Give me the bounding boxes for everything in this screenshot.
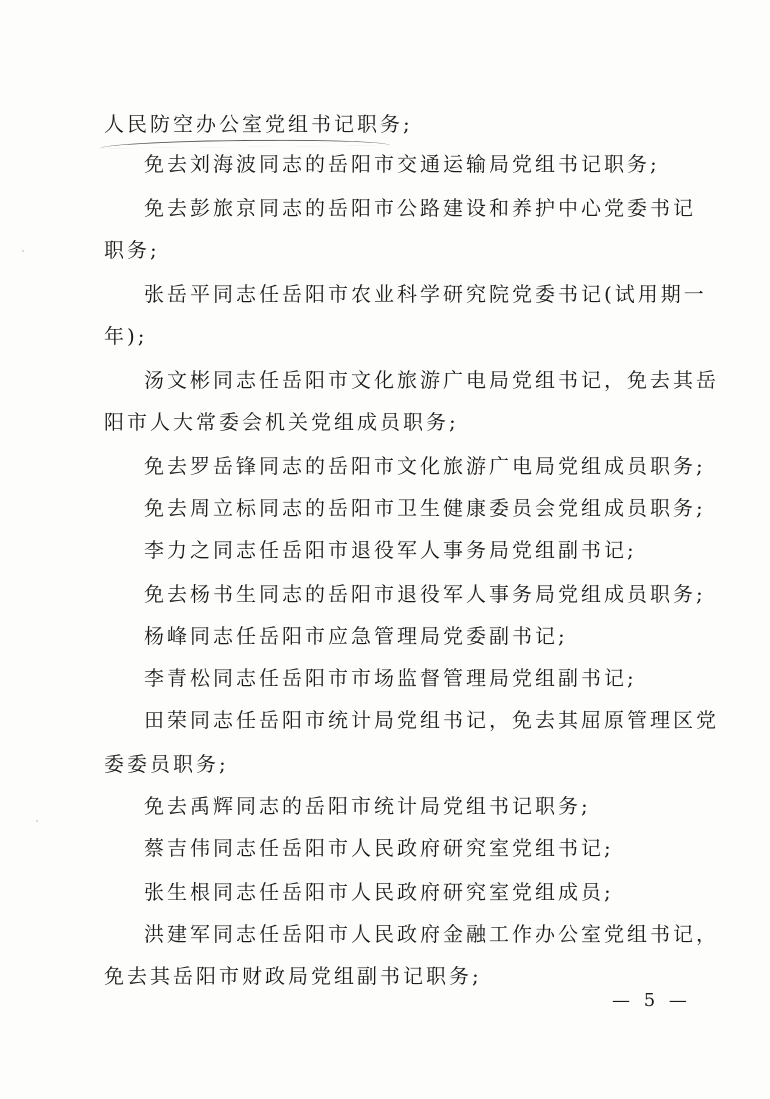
text-line: 洪建军同志任岳阳市人民政府金融工作办公室党组书记， bbox=[144, 922, 719, 946]
text-line: 蔡吉伟同志任岳阳市人民政府研究室党组书记; bbox=[144, 836, 614, 860]
scan-speck bbox=[22, 250, 24, 252]
text-line: 年); bbox=[104, 324, 148, 348]
text-line: 张生根同志任岳阳市人民政府研究室党组成员; bbox=[144, 880, 614, 904]
text-line: 杨峰同志任岳阳市应急管理局党委副书记; bbox=[144, 624, 568, 648]
text-line: 免去彭旅京同志的岳阳市公路建设和养护中心党委书记 bbox=[144, 196, 696, 220]
text-line: 免去杨书生同志的岳阳市退役军人事务局党组成员职务; bbox=[144, 582, 706, 606]
text-line: 免去禹辉同志的岳阳市统计局党组书记职务; bbox=[144, 794, 591, 818]
text-line: 职务; bbox=[104, 238, 160, 262]
text-line: 阳市人大常委会机关党组成员职务; bbox=[104, 410, 459, 434]
text-line: 免去其岳阳市财政局党组副书记职务; bbox=[104, 964, 482, 988]
text-line: 田荣同志任岳阳市统计局党组书记，免去其屈原管理区党 bbox=[144, 708, 719, 732]
text-line: 委委员职务; bbox=[104, 752, 229, 776]
handwritten-underline bbox=[100, 138, 390, 148]
scan-speck bbox=[36, 820, 38, 822]
text-line: 人民防空办公室党组书记职务; bbox=[104, 112, 413, 136]
page-number: — 5 — bbox=[612, 990, 691, 1011]
text-line: 汤文彬同志任岳阳市文化旅游广电局党组书记，免去其岳 bbox=[144, 368, 719, 392]
text-line: 张岳平同志任岳阳市农业科学研究院党委书记(试用期一 bbox=[144, 282, 707, 306]
text-line: 李青松同志任岳阳市市场监督管理局党组副书记; bbox=[144, 666, 637, 690]
text-line: 李力之同志任岳阳市退役军人事务局党组副书记; bbox=[144, 538, 637, 562]
text-line: 免去周立标同志的岳阳市卫生健康委员会党组成员职务; bbox=[144, 496, 706, 520]
text-line: 免去罗岳锋同志的岳阳市文化旅游广电局党组成员职务; bbox=[144, 454, 706, 478]
text-line: 免去刘海波同志的岳阳市交通运输局党组书记职务; bbox=[144, 152, 660, 176]
